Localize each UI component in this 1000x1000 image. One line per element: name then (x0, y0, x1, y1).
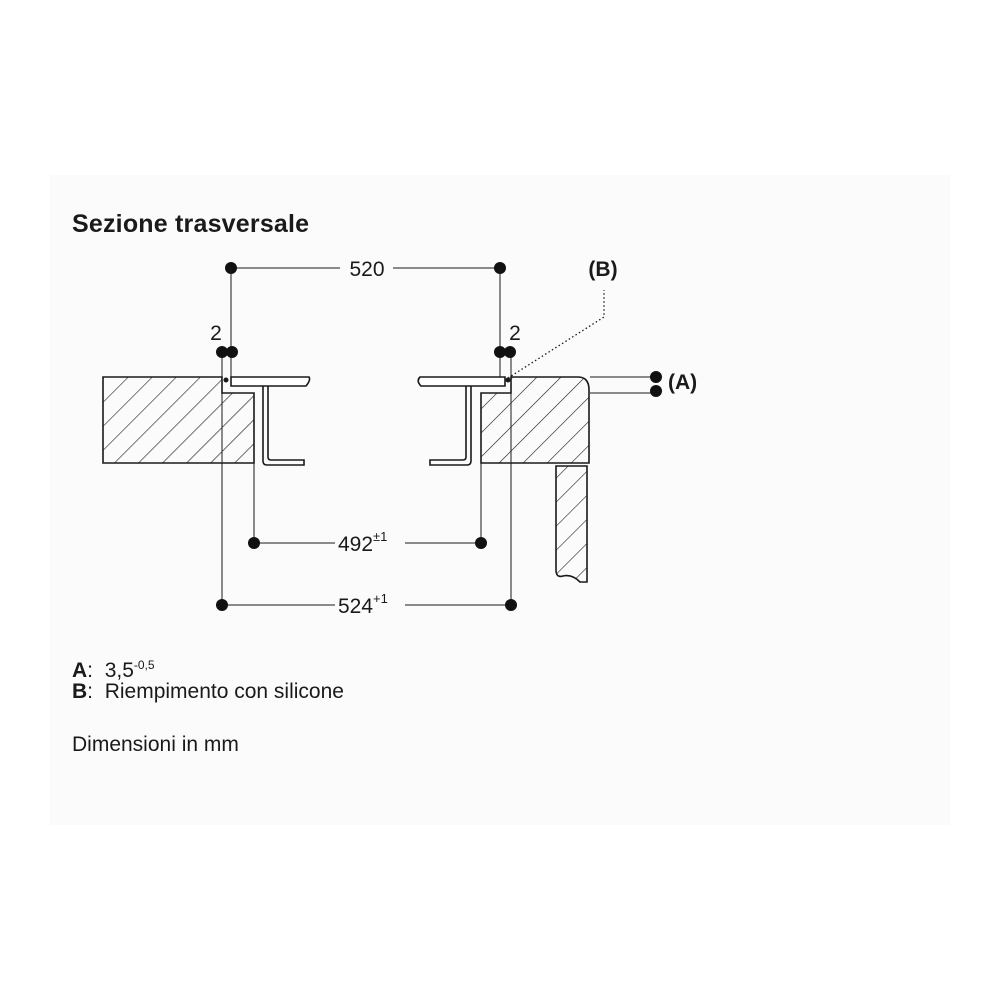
units-note: Dimensioni in mm (72, 733, 239, 756)
gap-right-dot-b (504, 346, 516, 358)
b-callout-label: (B) (588, 258, 618, 281)
legend-b-value: Riempimento con silicone (104, 680, 344, 703)
legend-b: B: Riempimento con silicone (72, 680, 344, 703)
gap-left-label: 2 (210, 322, 222, 345)
legend-a-value: 3,5 (104, 659, 134, 682)
dim-492-tolerance: ±1 (373, 529, 388, 544)
page-title: Sezione trasversale (72, 210, 310, 238)
dim-524-right-dot (505, 599, 517, 611)
cabinet-side-panel (556, 466, 587, 582)
left-appliance-bracket (263, 386, 304, 465)
right-silicone-dot (506, 378, 511, 383)
right-appliance-bracket (430, 386, 471, 465)
legend-b-key: B (72, 680, 88, 703)
b-leader-line (508, 290, 604, 378)
left-worktop-section (103, 377, 254, 463)
dim-524-label (338, 591, 388, 618)
left-silicone-dot (224, 378, 229, 383)
right-worktop-section (481, 377, 589, 463)
dim-492-right-dot (475, 537, 487, 549)
left-appliance-flange (231, 377, 310, 386)
dim-492-label (338, 529, 387, 556)
dim-524-tolerance: +1 (373, 591, 388, 606)
dim-492-value: 492 (338, 533, 374, 556)
gap-left-dot-b (226, 346, 238, 358)
a-callout-label: (A) (668, 371, 698, 394)
right-appliance-flange (418, 377, 505, 386)
a-dot-top (650, 371, 662, 383)
gap-right-label: 2 (509, 322, 521, 345)
legend-a: A: $3,5^{-0,5}$ (72, 658, 155, 682)
a-dot-bottom (650, 385, 662, 397)
legend-a-key: A (72, 659, 88, 682)
dim-492-left-dot (248, 537, 260, 549)
dim-524-value: 524 (338, 595, 374, 618)
dim-520-label: 520 (349, 258, 385, 281)
dim-524-left-dot (216, 599, 228, 611)
legend-a-tolerance: -0,5 (133, 658, 155, 672)
